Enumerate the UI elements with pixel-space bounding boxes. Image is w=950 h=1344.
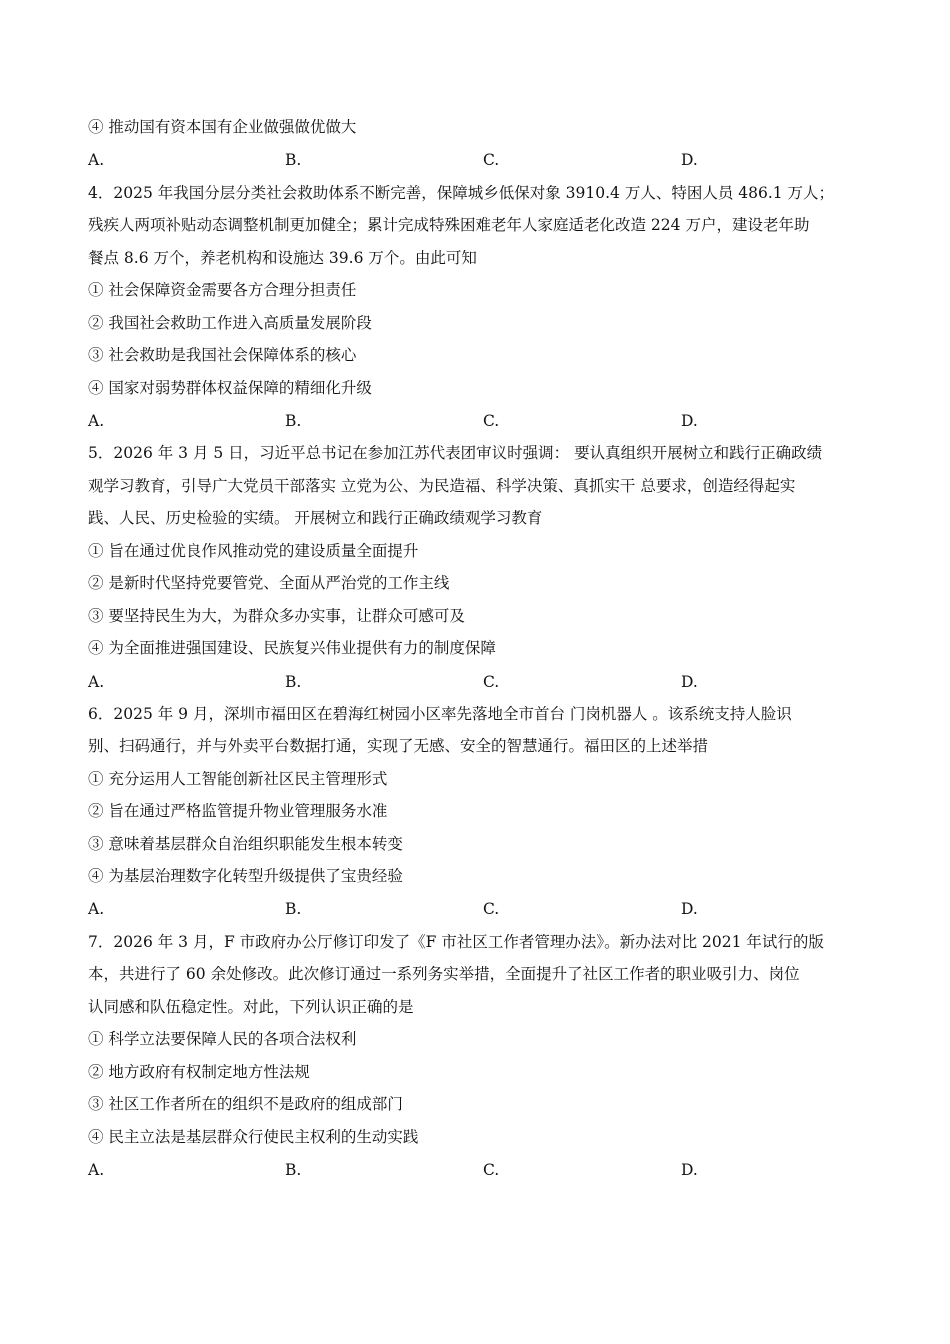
- choice-c[interactable]: C.: [483, 673, 500, 691]
- q3-option-4: ④ 推动国有资本国有企业做强做优做大: [88, 118, 357, 136]
- q6-stem-line-1: 6．2025 年 9 月，深圳市福田区在碧海红树园小区率先落地全市首台 门岗机器人 。该系统支持人脸识: [88, 705, 792, 723]
- choice-a[interactable]: A.: [88, 1161, 105, 1179]
- q5-option-3: ③ 要坚持民生为大，为群众多办实事，让群众可感可及: [88, 607, 465, 625]
- q4-option-1: ① 社会保障资金需要各方合理分担责任: [88, 281, 357, 299]
- choice-d[interactable]: D.: [681, 412, 698, 430]
- choice-b[interactable]: B.: [285, 151, 302, 169]
- q5-option-4: ④ 为全面推进强国建设、民族复兴伟业提供有力的制度保障: [88, 639, 496, 657]
- q5-stem-line-1: 5．2026 年 3 月 5 日，习近平总书记在参加江苏代表团审议时强调： 要认真组织开展树立和践行正确政绩: [88, 444, 823, 462]
- q4-stem-line-2: 残疾人两项补贴动态调整机制更加健全；累计完成特殊困难老年人家庭适老化改造 224 万户，建设老年助: [88, 216, 810, 234]
- choice-c[interactable]: C.: [483, 1161, 500, 1179]
- choice-a[interactable]: A.: [88, 900, 105, 918]
- q4-answer-choices: [88, 411, 888, 431]
- q6-option-4: ④ 为基层治理数字化转型升级提供了宝贵经验: [88, 867, 403, 885]
- choice-c[interactable]: C.: [483, 900, 500, 918]
- q5-option-1: ① 旨在通过优良作风推动党的建设质量全面提升: [88, 542, 419, 560]
- q6-option-2: ② 旨在通过严格监管提升物业管理服务水准: [88, 802, 388, 820]
- q7-stem-line-2: 本，共进行了 60 余处修改。此次修订通过一系列务实举措，全面提升了社区工作者的职业吸引力、岗位: [88, 965, 800, 983]
- choice-c[interactable]: C.: [483, 151, 500, 169]
- choice-a[interactable]: A.: [88, 412, 105, 430]
- choice-d[interactable]: D.: [681, 1161, 698, 1179]
- q5-stem-line-2: 观学习教育，引导广大党员干部落实 立党为公、为民造福、科学决策、真抓实干 总要求，创造经得起实: [88, 477, 796, 495]
- q7-answer-choices: [88, 1160, 888, 1180]
- q6-stem-line-2: 别、扫码通行，并与外卖平台数据打通，实现了无感、安全的智慧通行。福田区的上述举措: [88, 737, 709, 755]
- q7-stem-line-1: 7．2026 年 3 月，F 市政府办公厅修订印发了《F 市社区工作者管理办法》。新办法对比 2021 年试行的版: [88, 933, 824, 951]
- q6-option-3: ③ 意味着基层群众自治组织职能发生根本转变: [88, 835, 403, 853]
- q4-option-2: ② 我国社会救助工作进入高质量发展阶段: [88, 314, 372, 332]
- q6-answer-choices: [88, 899, 888, 919]
- q7-option-1: ① 科学立法要保障人民的各项合法权利: [88, 1030, 357, 1048]
- choice-b[interactable]: B.: [285, 673, 302, 691]
- choice-d[interactable]: D.: [681, 900, 698, 918]
- choice-a[interactable]: A.: [88, 151, 105, 169]
- q4-stem-line-1: 4．2025 年我国分层分类社会救助体系不断完善，保障城乡低保对象 3910.4 万人、特困人员 486.1 万人；: [88, 184, 835, 202]
- choice-d[interactable]: D.: [681, 673, 698, 691]
- choice-c[interactable]: C.: [483, 412, 500, 430]
- q4-option-3: ③ 社会救助是我国社会保障体系的核心: [88, 346, 357, 364]
- choice-b[interactable]: B.: [285, 1161, 302, 1179]
- choice-d[interactable]: D.: [681, 151, 698, 169]
- q4-stem-line-3: 餐点 8.6 万个，养老机构和设施达 39.6 万个。由此可知: [88, 249, 477, 267]
- q7-option-2: ② 地方政府有权制定地方性法规: [88, 1063, 310, 1081]
- q7-option-3: ③ 社区工作者所在的组织不是政府的组成部门: [88, 1095, 403, 1113]
- choice-b[interactable]: B.: [285, 412, 302, 430]
- q6-option-1: ① 充分运用人工智能创新社区民主管理形式: [88, 770, 388, 788]
- q7-option-4: ④ 民主立法是基层群众行使民主权利的生动实践: [88, 1128, 419, 1146]
- choice-b[interactable]: B.: [285, 900, 302, 918]
- q5-answer-choices: [88, 672, 888, 692]
- q4-option-4: ④ 国家对弱势群体权益保障的精细化升级: [88, 379, 372, 397]
- q7-stem-line-3: 认同感和队伍稳定性。对此，下列认识正确的是: [88, 998, 414, 1016]
- q5-stem-line-3: 践、人民、历史检验的实绩。 开展树立和践行正确政绩观学习教育: [88, 509, 543, 527]
- q5-option-2: ② 是新时代坚持党要管党、全面从严治党的工作主线: [88, 574, 450, 592]
- choice-a[interactable]: A.: [88, 673, 105, 691]
- q3-answer-choices: [88, 150, 888, 170]
